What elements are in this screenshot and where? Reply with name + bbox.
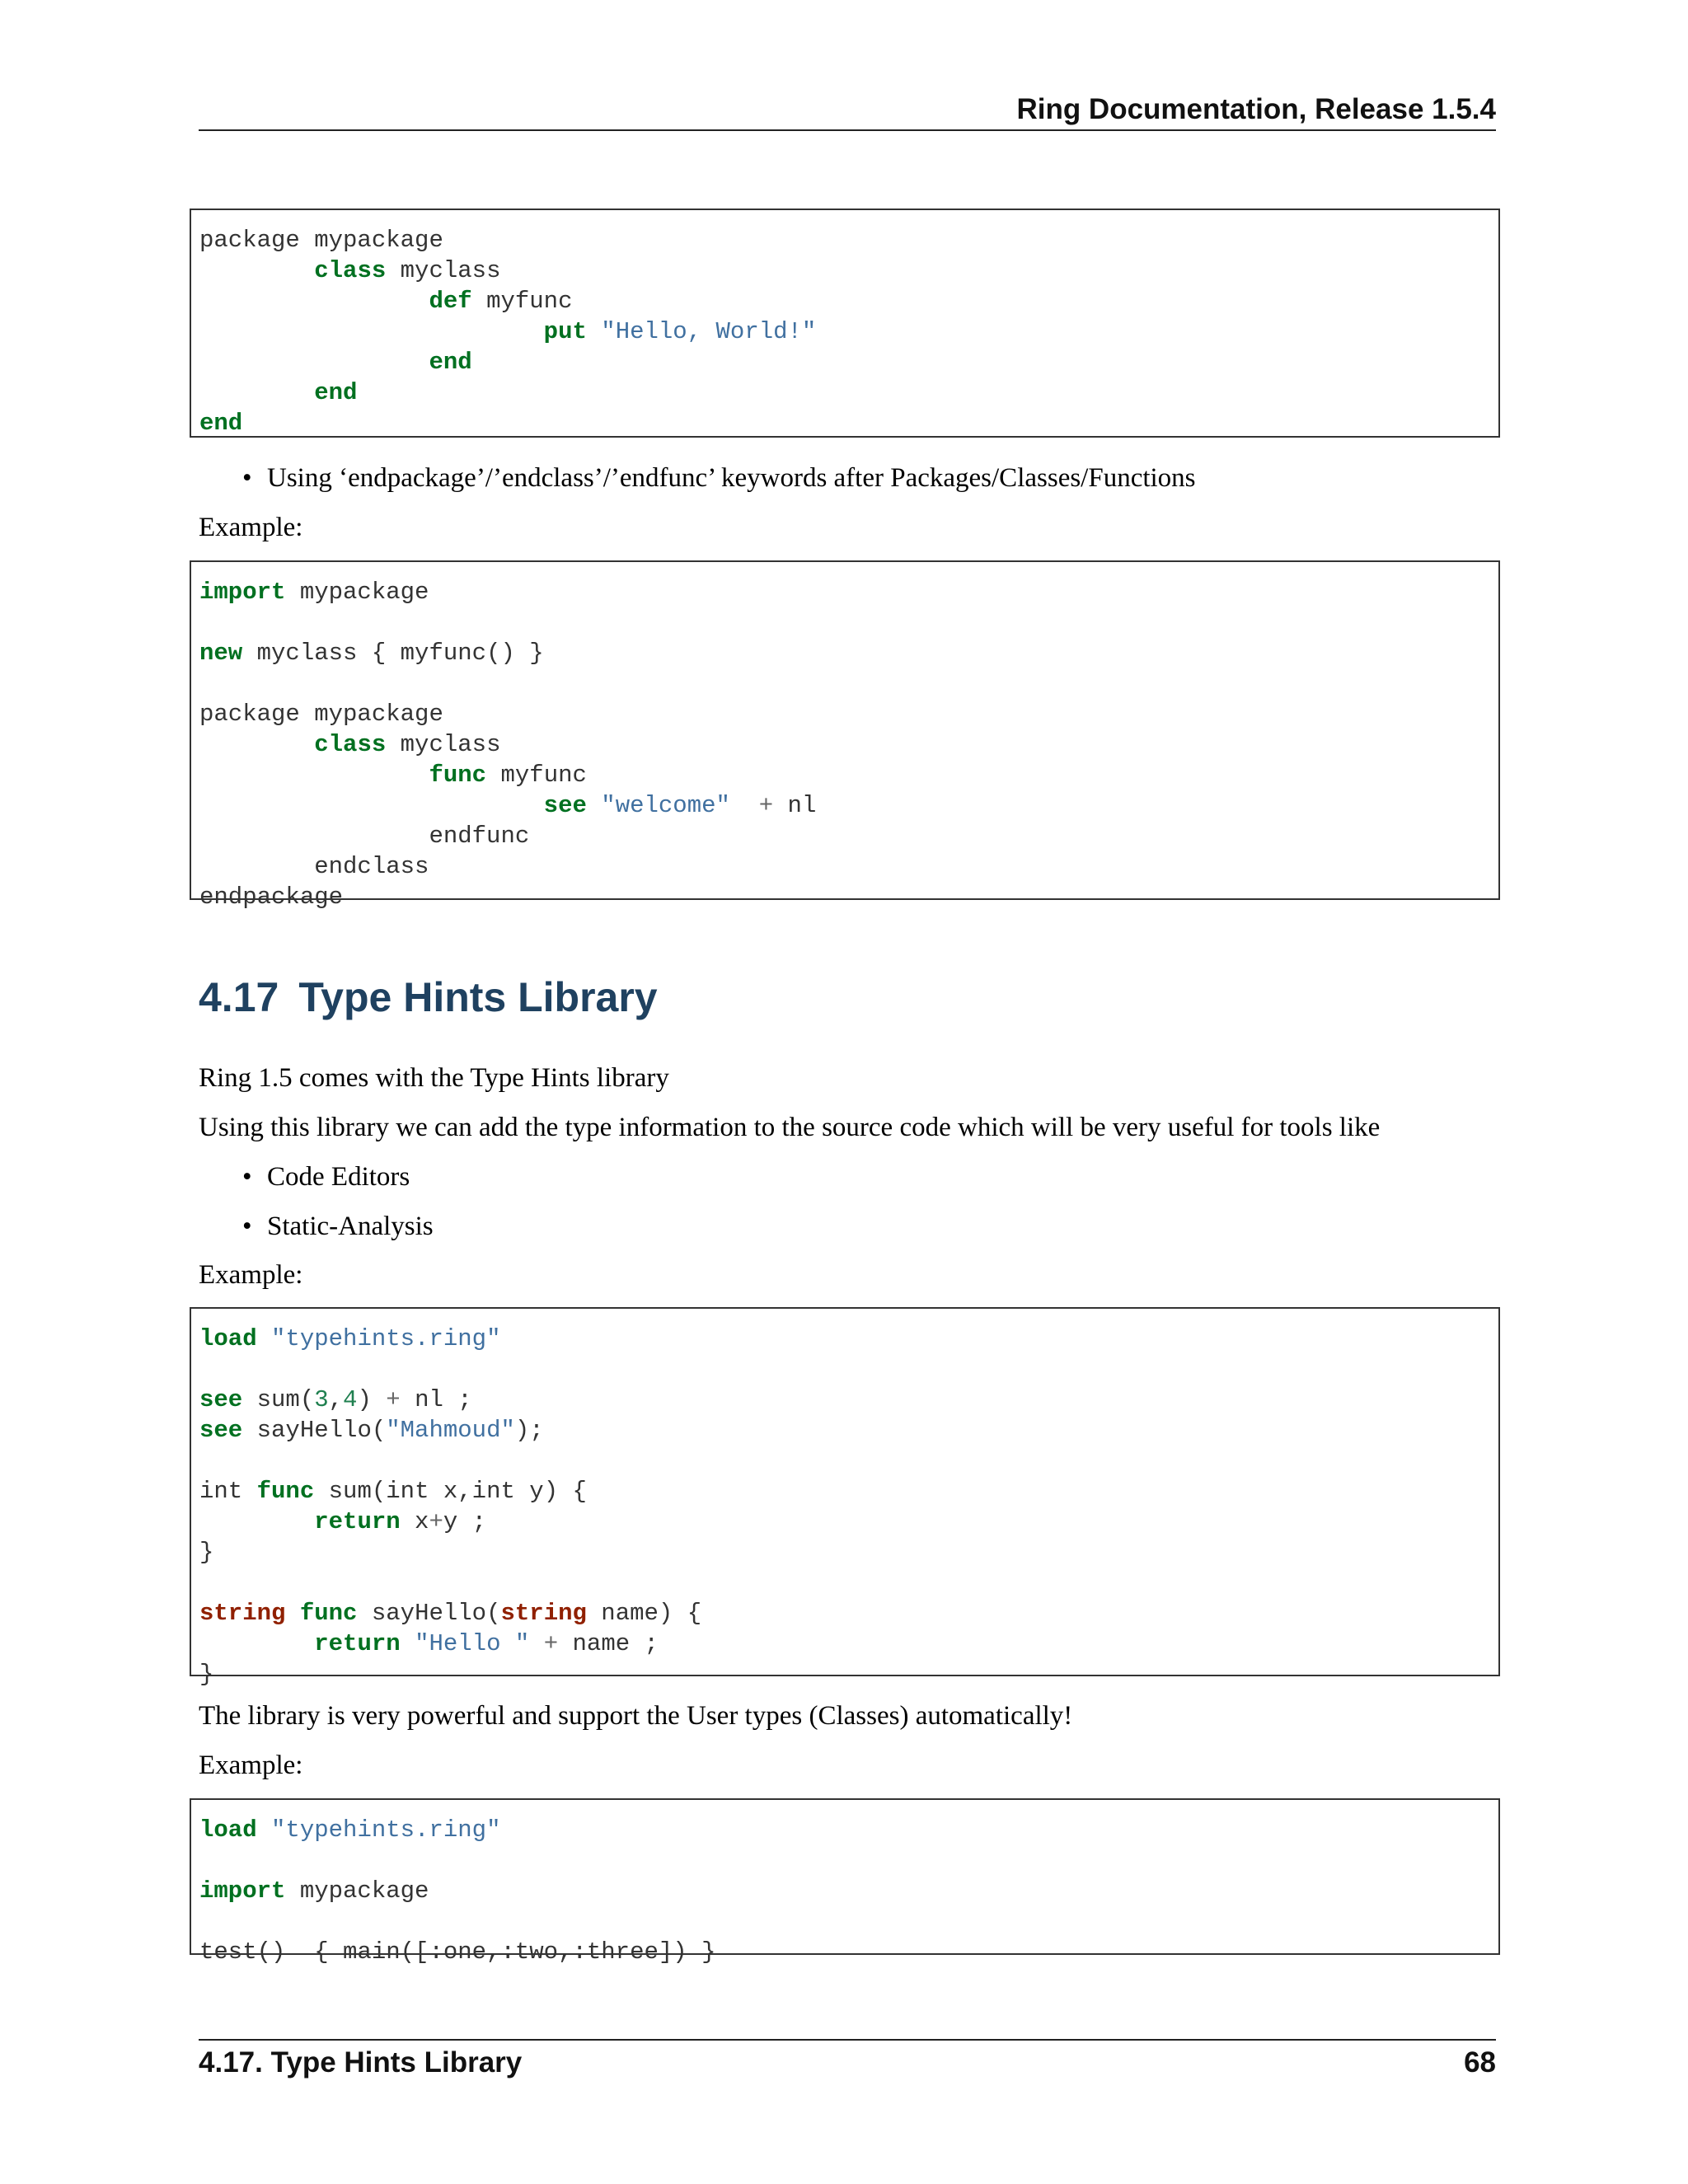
code-line [199, 1537, 1498, 1568]
code-token: "Hello, World!" [601, 318, 817, 345]
code-line [199, 851, 1498, 882]
code-token [587, 318, 601, 345]
code-token: see [199, 1386, 243, 1413]
code-line [199, 699, 1498, 729]
code-token: endfunc [199, 823, 530, 850]
code-token: + [543, 1630, 559, 1657]
code-line [199, 347, 1498, 377]
code-token: int [199, 1478, 257, 1505]
code-token: myclass [386, 731, 501, 758]
code-line [199, 1629, 1498, 1659]
code-line [199, 1507, 1498, 1537]
code-token: sum( [242, 1386, 315, 1413]
code-token [199, 379, 314, 406]
footer-divider [199, 2039, 1496, 2041]
code-token [199, 792, 544, 819]
code-block-user-types [190, 1798, 1500, 1966]
code-token: + [429, 1508, 443, 1535]
bullet-item-static-analysis: • Static-Analysis [242, 1212, 434, 1241]
section-title: Type Hints Library [298, 974, 658, 1020]
code-token [199, 349, 429, 376]
code-token: package mypackage [199, 701, 443, 728]
bullet-icon: • [242, 1162, 252, 1192]
code-line [199, 1815, 1498, 1845]
code-token: nl ; [400, 1386, 472, 1413]
code-token [587, 792, 601, 819]
code-token: mypackage [285, 1877, 429, 1905]
header-divider [199, 129, 1496, 131]
code-line [199, 1937, 1498, 1967]
code-token [257, 1816, 271, 1844]
code-token: nl [773, 792, 817, 819]
running-header: Ring Documentation, Release 1.5.4 [1016, 93, 1496, 125]
code-token: + [386, 1386, 401, 1413]
code-line [199, 638, 1498, 668]
code-token: x [400, 1508, 429, 1535]
code-line [199, 790, 1498, 821]
code-line [199, 286, 1498, 316]
code-token: "typehints.ring" [271, 1816, 501, 1844]
code-line [199, 255, 1498, 286]
code-token: load [199, 1816, 257, 1844]
code-token: import [199, 1877, 286, 1905]
code-token: y ; [443, 1508, 487, 1535]
code-token: return [314, 1508, 401, 1535]
code-token: 4 [343, 1386, 358, 1413]
paragraph-user-types: The library is very powerful and support the User types (Classes) automatically! [199, 1701, 1073, 1731]
code-token: new [199, 640, 243, 667]
example-label: Example: [199, 1260, 303, 1290]
code-token: func [429, 762, 487, 789]
code-line [199, 821, 1498, 851]
bullet-icon: • [242, 1212, 252, 1241]
code-token [199, 1508, 314, 1535]
code-line [199, 1659, 1498, 1690]
code-token: myfunc [486, 762, 587, 789]
code-line [199, 1598, 1498, 1629]
code-token: package mypackage [199, 227, 443, 254]
example-label: Example: [199, 1750, 303, 1780]
code-token [257, 1325, 271, 1352]
code-token: ); [514, 1417, 544, 1444]
code-token: func [256, 1478, 315, 1505]
section-heading [199, 972, 658, 1022]
code-token: myfunc [471, 288, 573, 315]
page-number: 68 [1464, 2046, 1496, 2079]
code-line [199, 1415, 1498, 1446]
code-token: name ; [558, 1630, 659, 1657]
code-line [199, 577, 1498, 607]
code-token: test() { main([:one,:two,:three]) } [199, 1938, 716, 1966]
bullet-item-code-editors: • Code Editors [242, 1162, 410, 1192]
code-token: "Mahmoud" [386, 1417, 515, 1444]
code-token [199, 318, 544, 345]
bullet-icon: • [242, 463, 252, 493]
code-line [199, 1845, 1498, 1876]
code-line [199, 1385, 1498, 1415]
code-token: class [314, 731, 387, 758]
paragraph-intro: Ring 1.5 comes with the Type Hints library [199, 1063, 669, 1093]
code-token [199, 762, 429, 789]
code-token [199, 731, 314, 758]
code-token: 3 [314, 1386, 329, 1413]
code-token: "typehints.ring" [271, 1325, 501, 1352]
code-line [199, 668, 1498, 699]
code-token: endpackage [199, 883, 344, 911]
code-token: def [429, 288, 472, 315]
code-block-endpackage [190, 560, 1500, 911]
code-token: myclass { myfunc() } [242, 640, 544, 667]
code-line [199, 1324, 1498, 1354]
code-token [529, 1630, 543, 1657]
running-footer [199, 2044, 1496, 2082]
code-token [730, 792, 759, 819]
code-token: func [299, 1600, 358, 1627]
code-line [199, 225, 1498, 255]
code-line [199, 729, 1498, 760]
code-token: end [199, 410, 243, 437]
code-token: string [199, 1600, 286, 1627]
code-token: , [328, 1386, 344, 1413]
code-token: load [199, 1325, 257, 1352]
code-token: sayHello( [242, 1417, 387, 1444]
code-line [199, 316, 1498, 347]
code-token: myclass [386, 257, 501, 284]
bullet-item-keywords: • Using ‘endpackage’/’endclass’/’endfunc’ keywords after Packages/Classes/Functions [242, 463, 1196, 493]
code-token [401, 1630, 415, 1657]
code-token: } [199, 1539, 214, 1566]
code-token: return [314, 1630, 401, 1657]
code-token: string [500, 1600, 587, 1627]
code-block-typehints [190, 1307, 1500, 1688]
code-token [285, 1600, 299, 1627]
code-token: end [429, 349, 472, 376]
code-token: see [199, 1417, 243, 1444]
code-token: end [314, 379, 358, 406]
code-line [199, 882, 1498, 912]
code-line [199, 377, 1498, 408]
code-line [199, 1568, 1498, 1598]
code-line [199, 1476, 1498, 1507]
footer-section: 4.17. Type Hints Library [199, 2046, 523, 2079]
code-line [199, 760, 1498, 790]
code-line [199, 1876, 1498, 1906]
code-token: import [199, 579, 286, 606]
code-token [199, 288, 429, 315]
code-token [199, 1630, 314, 1657]
code-token: see [543, 792, 587, 819]
code-token: "welcome" [601, 792, 730, 819]
code-token: put [543, 318, 587, 345]
code-token: mypackage [285, 579, 429, 606]
code-token: } [199, 1661, 214, 1688]
code-token: "Hello " [415, 1630, 530, 1657]
code-token: endclass [199, 853, 429, 880]
code-token [199, 257, 314, 284]
code-line [199, 408, 1498, 438]
code-token: sum(int x,int y) { [314, 1478, 587, 1505]
section-number: 4.17 [199, 974, 279, 1020]
code-token: class [314, 257, 387, 284]
code-token: name) { [586, 1600, 702, 1627]
code-block-package-class [190, 209, 1500, 438]
paragraph-usage: Using this library we can add the type information to the source code which will be very useful for tools like [199, 1113, 1381, 1142]
code-line [199, 1906, 1498, 1937]
code-token: + [758, 792, 774, 819]
example-label: Example: [199, 513, 303, 542]
code-line [199, 607, 1498, 638]
code-line [199, 1446, 1498, 1476]
code-line [199, 1354, 1498, 1385]
code-token: sayHello( [357, 1600, 501, 1627]
code-token: ) [357, 1386, 387, 1413]
